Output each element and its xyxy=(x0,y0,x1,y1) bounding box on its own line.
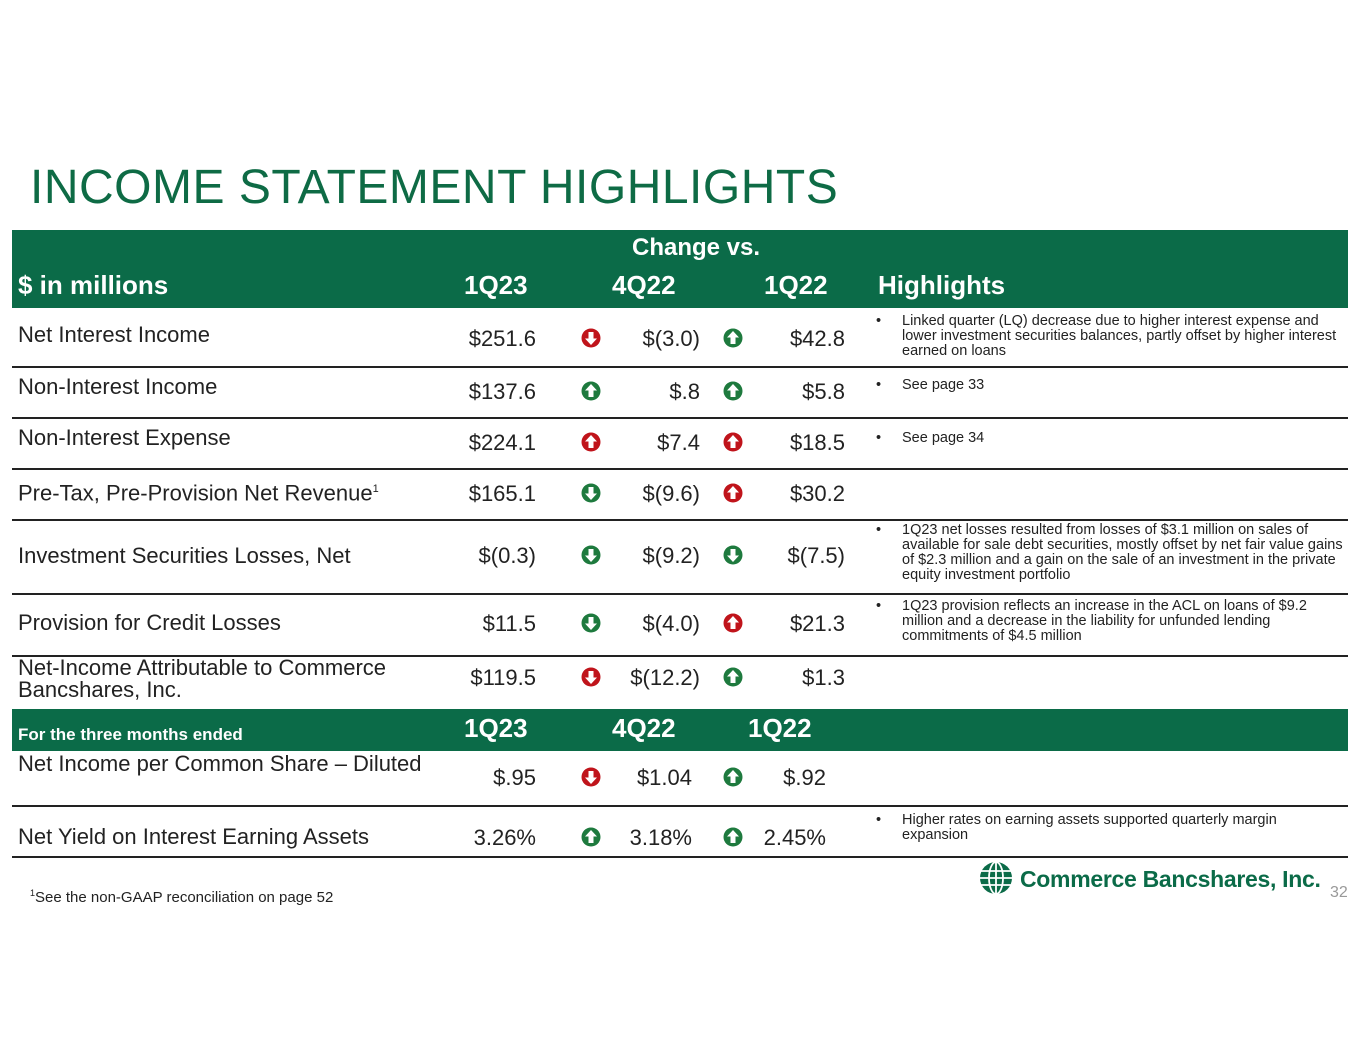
row-highlight: • See page 33 xyxy=(876,377,985,393)
arrow-down-icon xyxy=(581,483,601,503)
value-1q23: $119.5 xyxy=(470,665,536,690)
row-label: Net Yield on Interest Earning Assets xyxy=(18,824,369,849)
value-4q22: $7.4 xyxy=(657,430,700,455)
table-row xyxy=(12,468,1348,521)
value-4q22: 3.18% xyxy=(629,825,692,850)
row-label: Investment Securities Losses, Net xyxy=(18,543,351,568)
arrow-down-icon xyxy=(581,667,601,687)
value-4q22: $(9.2) xyxy=(642,543,700,568)
row-label: Net Income per Common Share – Diluted xyxy=(18,751,422,776)
arrow-down-icon xyxy=(581,767,601,787)
arrow-up-icon xyxy=(723,667,743,687)
row-highlight: • 1Q23 provision reflects an increase in the ACL on loans of $9.2 million and a decrease in the liability for unfunded lending commitments of $4.5 million xyxy=(876,598,1307,644)
value-4q22: $(3.0) xyxy=(642,326,700,351)
logo-text: Commerce Bancshares, Inc. xyxy=(1020,866,1321,892)
arrow-up-icon xyxy=(723,827,743,847)
globe-icon xyxy=(978,860,1014,896)
row-label: Provision for Credit Losses xyxy=(18,610,281,635)
table-row xyxy=(12,593,1348,657)
value-1q23: $(0.3) xyxy=(478,543,536,568)
row-highlight: • See page 34 xyxy=(876,430,985,446)
value-1q22: $1.3 xyxy=(802,665,845,690)
arrow-up-icon xyxy=(723,483,743,503)
arrow-up-icon xyxy=(581,432,601,452)
arrow-up-icon xyxy=(581,381,601,401)
section2-col-1q23: 1Q23 xyxy=(464,713,528,743)
change-vs-label: Change vs. xyxy=(632,234,761,261)
section2-col-4q22: 4Q22 xyxy=(612,713,676,743)
value-4q22: $(4.0) xyxy=(642,611,700,636)
arrow-down-icon xyxy=(723,545,743,565)
col-4q22: 4Q22 xyxy=(612,270,676,300)
table-row xyxy=(12,655,1348,711)
table-row xyxy=(12,417,1348,470)
arrow-up-icon xyxy=(723,432,743,452)
row-highlight: • Higher rates on earning assets supported quarterly margin expansion xyxy=(876,812,1277,843)
arrow-down-icon xyxy=(581,328,601,348)
col-1q23: 1Q23 xyxy=(464,270,528,300)
unit-label: $ in millions xyxy=(18,270,169,300)
value-1q22: $21.3 xyxy=(789,611,845,636)
arrow-down-icon xyxy=(581,545,601,565)
value-1q22: $42.8 xyxy=(789,326,845,351)
value-1q23: $.95 xyxy=(493,765,536,790)
arrow-up-icon xyxy=(581,827,601,847)
table-row xyxy=(12,519,1348,595)
value-1q22: $18.5 xyxy=(789,430,845,455)
table-header xyxy=(12,230,1348,308)
section2-label: For the three months ended xyxy=(18,725,243,744)
footnote-text: See the non-GAAP reconciliation on page 52 xyxy=(35,889,334,906)
value-1q23: 3.26% xyxy=(473,825,536,850)
value-1q23: $137.6 xyxy=(468,379,536,404)
value-1q23: $251.6 xyxy=(468,326,536,351)
value-4q22: $(12.2) xyxy=(630,665,700,690)
section2-header xyxy=(12,709,1348,751)
row-label: Net Interest Income xyxy=(18,322,210,347)
value-1q22: $30.2 xyxy=(789,481,845,506)
row-label: Non-Interest Income xyxy=(18,374,218,399)
table-row xyxy=(12,805,1348,858)
value-1q22: $.92 xyxy=(783,765,826,790)
value-4q22: $.8 xyxy=(669,379,700,404)
col-highlights: Highlights xyxy=(878,270,1006,300)
arrow-up-icon xyxy=(723,328,743,348)
col-1q22: 1Q22 xyxy=(764,270,828,300)
footnote-marker: 1 xyxy=(30,888,36,898)
row-label: Pre-Tax, Pre-Provision Net Revenue$^1$ xyxy=(18,480,379,506)
footnote xyxy=(30,888,333,906)
page-title: INCOME STATEMENT HIGHLIGHTS xyxy=(30,161,839,214)
row-label: Non-Interest Expense xyxy=(18,425,231,450)
value-4q22: $1.04 xyxy=(636,765,692,790)
section2-col-1q22: 1Q22 xyxy=(748,713,812,743)
row-label: Net-Income Attributable to Commerce Bancshares, Inc. xyxy=(18,655,387,702)
arrow-up-icon xyxy=(723,767,743,787)
page-number: 32 xyxy=(1330,884,1348,901)
value-1q22: 2.45% xyxy=(763,825,826,850)
table-row xyxy=(12,751,1348,807)
footnote-ref: 1 xyxy=(372,483,379,495)
arrow-up-icon xyxy=(723,381,743,401)
value-1q22: $(7.5) xyxy=(787,543,845,568)
value-1q22: $5.8 xyxy=(802,379,845,404)
table-row xyxy=(12,366,1348,419)
row-highlight: • Linked quarter (LQ) decrease due to higher interest expense and lower investment securities balances, partly offset by higher interest earned on loans xyxy=(876,313,1337,359)
table-row xyxy=(12,308,1348,368)
row-highlight: • 1Q23 net losses resulted from losses of $3.1 million on sales of available for sale debt securities, mostly offset by net fair value gains of $2.3 million and a gain on the sale of an investment in the private equity investment portfolio xyxy=(876,522,1343,583)
value-1q23: $224.1 xyxy=(468,430,536,455)
value-1q23: $165.1 xyxy=(468,481,536,506)
value-1q23: $11.5 xyxy=(482,611,536,636)
company-logo xyxy=(978,860,1321,896)
arrow-down-icon xyxy=(581,613,601,633)
arrow-up-icon xyxy=(723,613,743,633)
value-4q22: $(9.6) xyxy=(642,481,700,506)
